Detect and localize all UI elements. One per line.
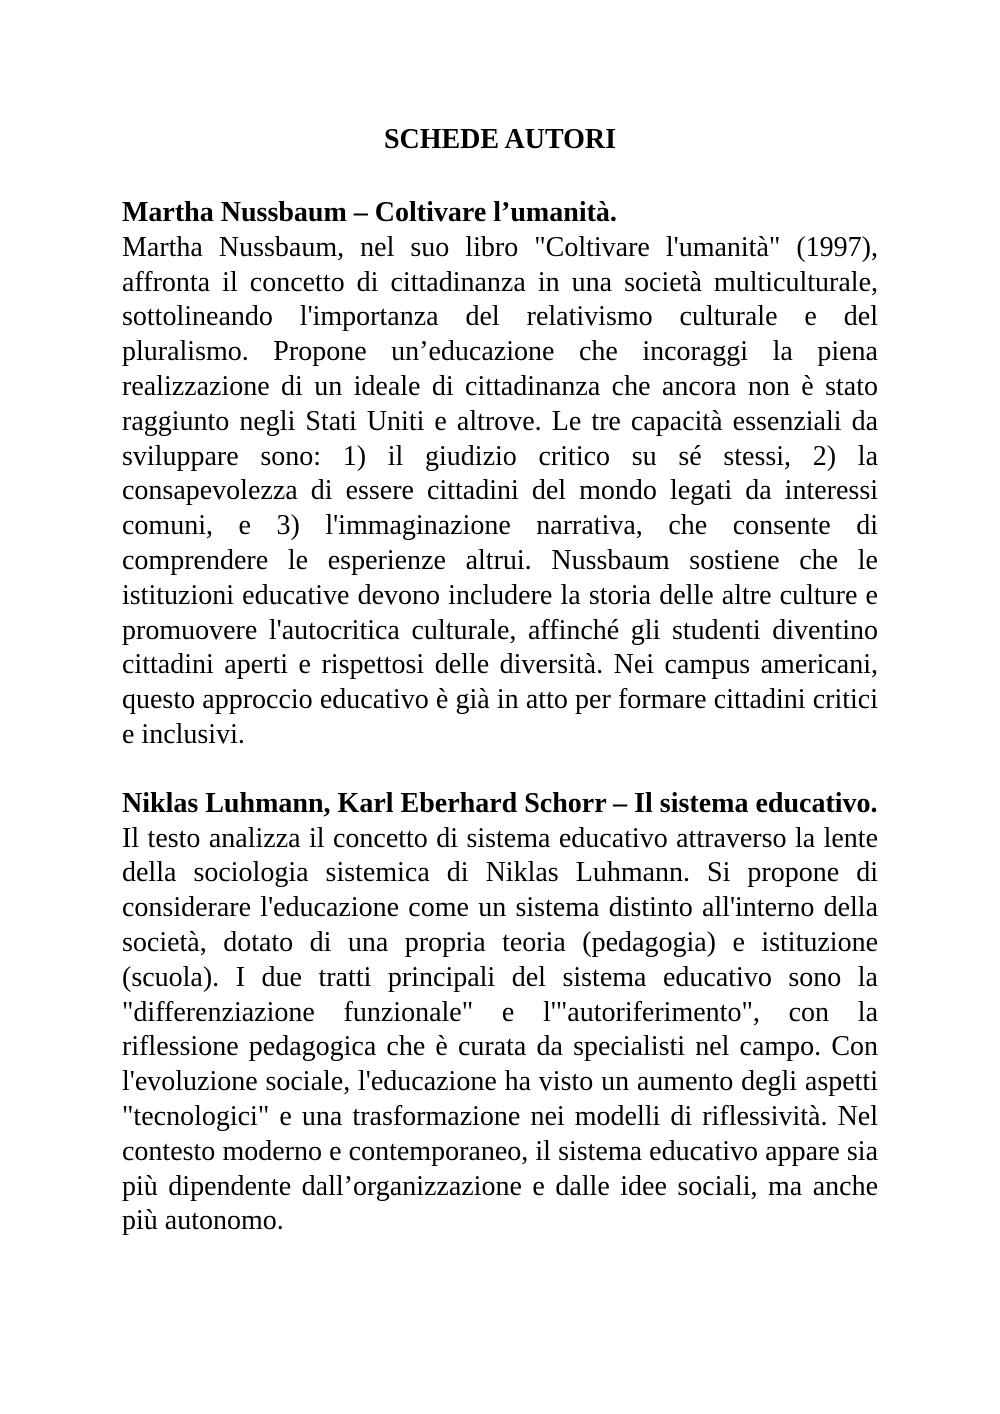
document-title: SCHEDE AUTORI xyxy=(383,124,617,155)
author-section-luhmann-schorr xyxy=(122,787,878,1239)
document-page xyxy=(122,120,878,1273)
section-heading: Martha Nussbaum – Coltivare l’umanità. xyxy=(122,197,617,228)
section-body: Il testo analizza il concetto di sistema educativo attraverso la lente della sociologia sistemica di Niklas Luhmann. Si propone di considerare l'educazione come un sistema distinto all'interno della società, dotato di una propria teoria (pedagogia) e istituzione (scuola). I due tratti principali del sistema educativo sono la "differenziazione funzionale" e l'"autoriferimento", con la riflessione pedagogica che è curata da specialisti nel campo. Con l'evoluzione sociale, l'educazione ha visto un aumento degli aspetti "tecnologici" e una trasformazione nei modelli di riflessività. Nel contesto moderno e contemporaneo, il sistema educativo appare sia più dipendente dall’organizzazione e dalle idee sociali, ma anche più autonomo. xyxy=(122,822,878,1237)
section-heading: Niklas Luhmann, Karl Eberhard Schorr – Il sistema educativo. xyxy=(122,787,878,819)
author-section-nussbaum xyxy=(122,196,878,753)
section-body: Martha Nussbaum, nel suo libro "Coltivare l'umanità" (1997), affronta il concetto di cittadinanza in una società multiculturale, sottolineando l'importanza del relativismo culturale e del pluralismo. Propone un’educazione che incoraggi la piena realizzazione di un ideale di cittadinanza che ancora non è stato raggiunto negli Stati Uniti e altrove. Le tre capacità essenziali da sviluppare sono: 1) il giudizio critico su sé stessi, 2) la consapevolezza di essere cittadini del mondo legati da interessi comuni, e 3) l'immaginazione narrativa, che consente di comprendere le esperienze altrui. Nussbaum sostiene che le istituzioni educative devono includere la storia delle altre culture e promuovere l'autocritica culturale, affinché gli studenti diventino cittadini aperti e rispettosi delle diversità. Nei campus americani, questo approccio educativo è già in atto per formare cittadini critici e inclusivi. xyxy=(122,231,878,750)
